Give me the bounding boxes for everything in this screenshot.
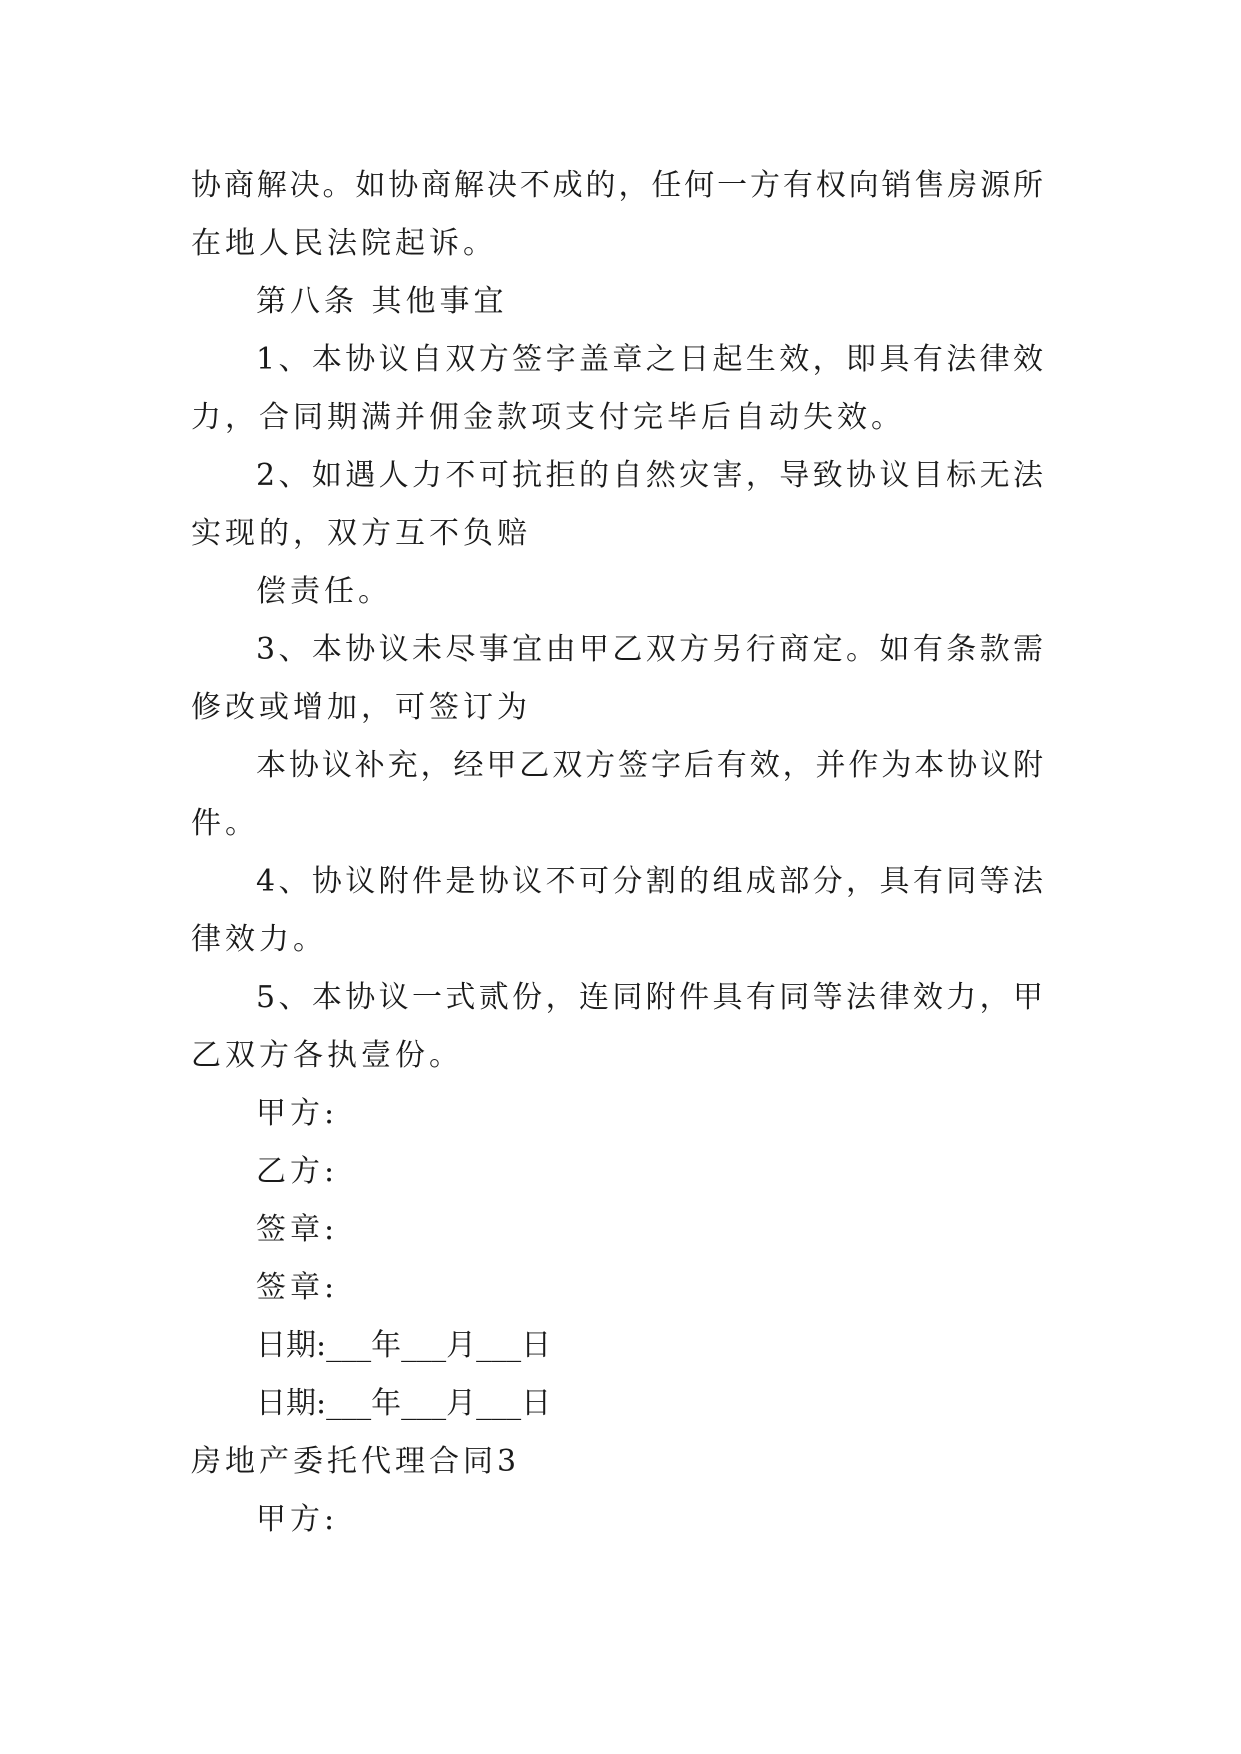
- paragraph-line: 在地人民法院起诉。: [191, 226, 497, 261]
- paragraph-line: 2、如遇人力不可抗拒的自然灾害，导致协议目标无法: [256, 458, 1043, 493]
- paragraph-line: 协商解决。如协商解决不成的，任何一方有权向销售房源所: [191, 168, 1043, 203]
- paragraph-line: 4、协议附件是协议不可分割的组成部分，具有同等法: [256, 864, 1043, 899]
- party-b-label: 乙方:: [256, 1154, 339, 1189]
- paragraph-line: 偿责任。: [256, 574, 392, 609]
- section-heading: 第八条 其他事宜: [256, 284, 508, 319]
- paragraph-line: 1、本协议自双方签字盖章之日起生效，即具有法律效: [256, 342, 1043, 377]
- contract-title: 房地产委托代理合同3: [191, 1444, 521, 1479]
- date-line: 日期:___年___月___日: [256, 1328, 552, 1363]
- date-line: 日期:___年___月___日: [256, 1386, 552, 1421]
- paragraph-line: 实现的，双方互不负赔: [191, 516, 531, 551]
- paragraph-line: 修改或增加，可签订为: [191, 690, 531, 725]
- paragraph-line: 5、本协议一式贰份，连同附件具有同等法律效力，甲: [256, 980, 1043, 1015]
- signature-label: 签章:: [256, 1270, 339, 1305]
- party-a-label: 甲方:: [256, 1502, 339, 1537]
- signature-label: 签章:: [256, 1212, 339, 1247]
- party-a-label: 甲方:: [256, 1096, 339, 1131]
- paragraph-line: 3、本协议未尽事宜由甲乙双方另行商定。如有条款需: [256, 632, 1043, 667]
- paragraph-line: 件。: [191, 806, 259, 841]
- paragraph-line: 本协议补充，经甲乙双方签字后有效，并作为本协议附: [256, 748, 1043, 783]
- paragraph-line: 乙双方各执壹份。: [191, 1038, 463, 1073]
- paragraph-line: 律效力。: [191, 922, 327, 957]
- paragraph-line: 力，合同期满并佣金款项支付完毕后自动失效。: [191, 400, 905, 435]
